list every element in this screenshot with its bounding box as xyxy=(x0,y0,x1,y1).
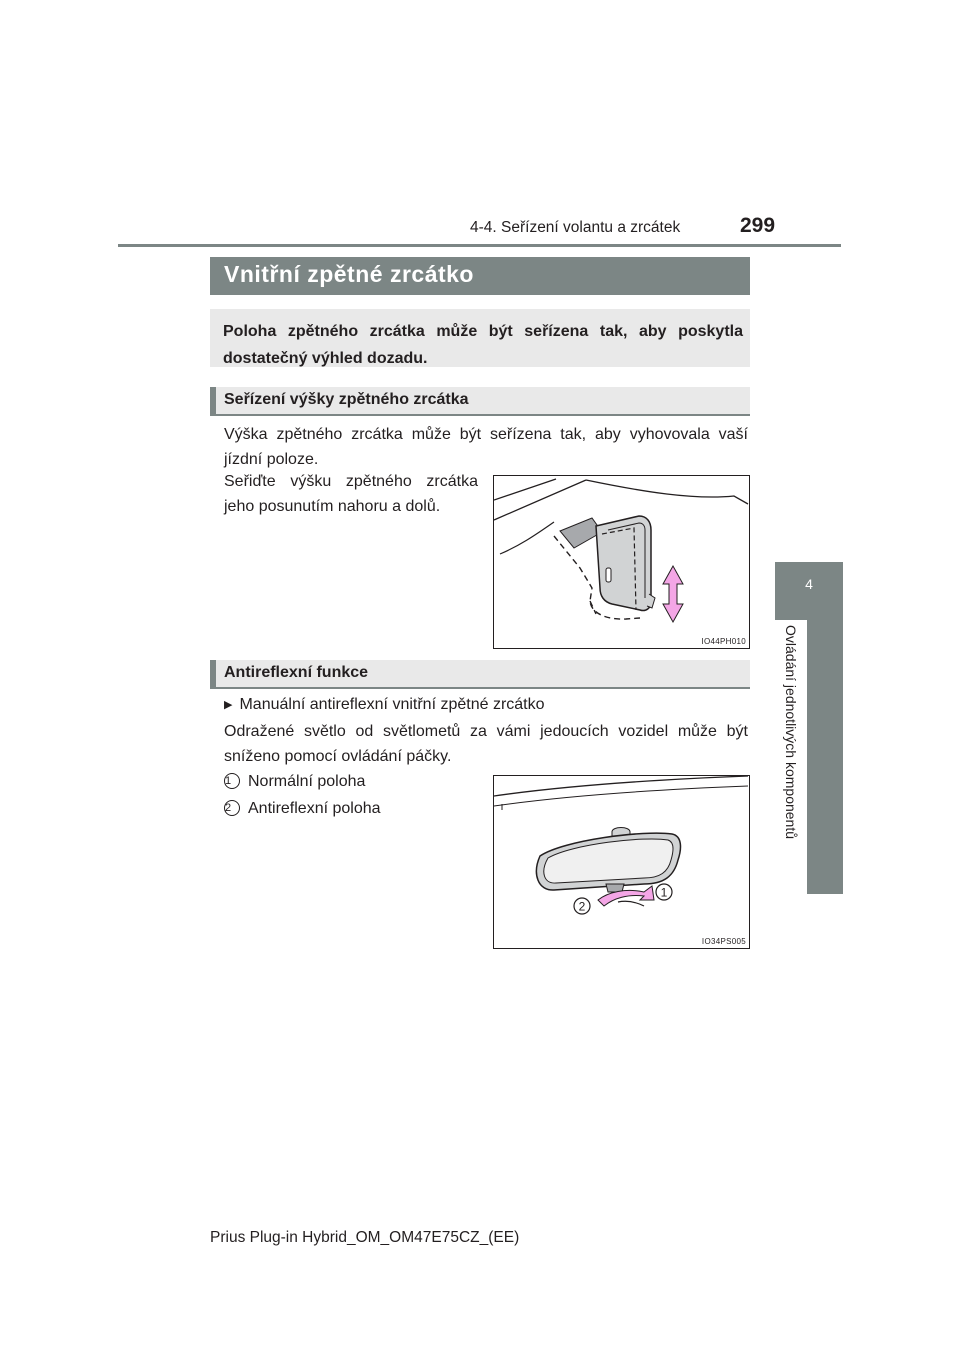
mirror-antiglare-illustration xyxy=(494,776,749,948)
antiglare-paragraph: Odražené světlo od světlometů za vámi jedoucích vozidel může být sníženo pomocí ovládání páčky. xyxy=(224,723,748,765)
item-number-badge: 2 xyxy=(224,800,240,816)
figure-code-antiglare: IO34PS005 xyxy=(701,937,746,946)
triangle-bullet-icon: ▶ xyxy=(224,699,233,711)
list-item xyxy=(224,796,474,821)
header-rule xyxy=(118,244,841,247)
list-item xyxy=(224,769,474,794)
subheading-antiglare-text: Antireflexní funkce xyxy=(224,664,369,681)
antiglare-bullet-text: Manuální antireflexní vnitřní zpětné zrcátko xyxy=(239,696,545,713)
footer-document-id: Prius Plug-in Hybrid_OM_OM47E75CZ_(EE) xyxy=(210,1229,520,1246)
svg-text:1: 1 xyxy=(660,885,668,900)
item-label: Normální poloha xyxy=(248,773,366,790)
chapter-tab-label: Ovládání jednotlivých komponentů xyxy=(783,625,799,840)
section-title-bar xyxy=(210,257,750,295)
height-paragraph-1: Výška zpětného zrcátka může být seřízena tak, aby vyhovovala vaší jízdní poloze. xyxy=(224,426,748,468)
section-title: Vnitřní zpětné zrcátko xyxy=(224,261,474,287)
subheading-height-text: Seřízení výšky zpětného zrcátka xyxy=(224,391,469,408)
page-number: 299 xyxy=(740,214,776,237)
item-label: Antireflexní poloha xyxy=(248,800,381,817)
intro-text: Poloha zpětného zrcátka může být seřízena tak, aby poskytla dostatečný výhled dozadu. xyxy=(223,323,743,367)
figure-mirror-height xyxy=(493,475,750,649)
running-header-section: 4-4. Seřízení volantu a zrcátek xyxy=(470,219,681,236)
svg-text:2: 2 xyxy=(578,899,586,914)
antiglare-bullet xyxy=(224,692,748,719)
subheading-antiglare xyxy=(210,660,750,689)
mirror-height-illustration xyxy=(494,476,749,648)
height-paragraph-2: Seřiďte výšku zpětného zrcátka jeho posunutím nahoru a dolů. xyxy=(224,473,478,515)
intro-box xyxy=(210,309,750,367)
subheading-height-adjustment xyxy=(210,387,750,416)
figure-code-height: IO44PH010 xyxy=(701,637,746,646)
figure-mirror-antiglare xyxy=(493,775,750,949)
item-number-badge: 1 xyxy=(224,773,240,789)
chapter-tab-number: 4 xyxy=(775,562,843,620)
